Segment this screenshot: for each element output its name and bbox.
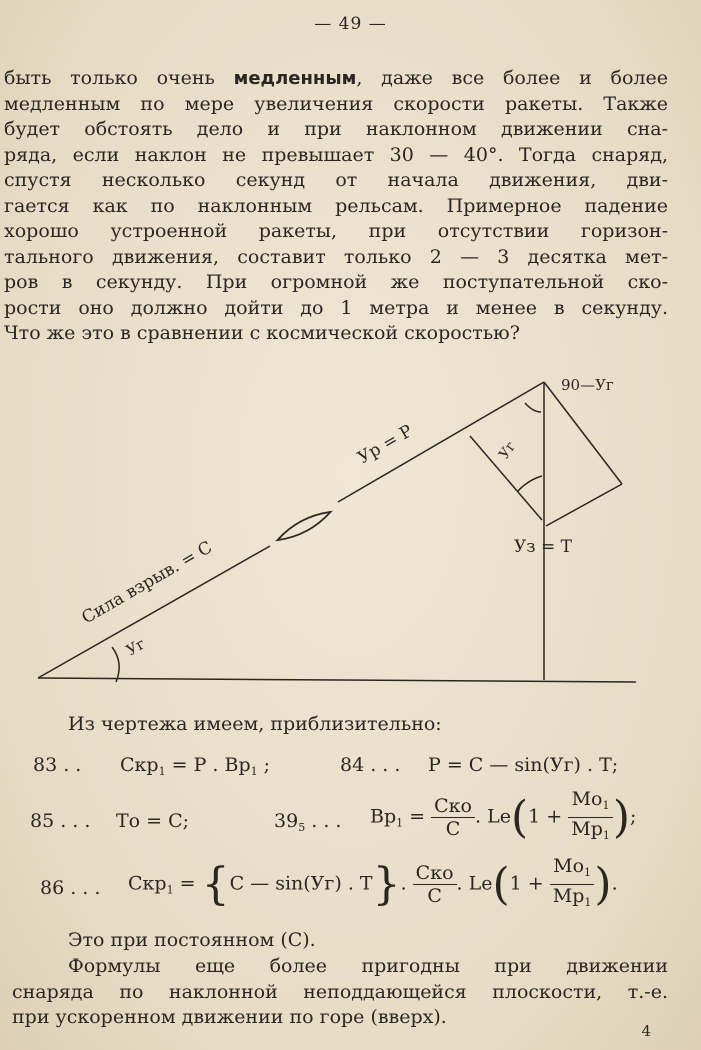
angle-arc-top [525, 403, 541, 412]
text-line: хорошо устроенной ракеты, при отсутствии горизон- [4, 220, 668, 242]
rocket-shape [275, 507, 333, 545]
text-line: быть только очень медленным, даже все более и более [4, 67, 668, 89]
label-gravity: Уз = Т [514, 537, 572, 557]
text-line: рости оно должно дойти до 1 метра и менее в секунду. [4, 296, 668, 319]
force-diagram [0, 360, 701, 700]
emphasis-word: медленным [233, 68, 357, 89]
fraction-sko-c: $\frac{\text{Ско}}{С}$ [431, 795, 475, 840]
ground-line [38, 678, 636, 682]
force-line [38, 546, 270, 678]
formula-39: $Вр_1$ = $\frac{\text{Ско}}{С}$ . Le(1 + $\frac{Мо_1}{Мр_1}$ ); [370, 788, 636, 847]
formula-86-number: 86 . . . [40, 877, 101, 899]
page-number: — 49 — [314, 14, 387, 34]
text-line: снаряда по наклонной неподдающейся плоскости, т.-е. [12, 980, 668, 1003]
text-line: будет обстоять дело и при наклонном движении сна- [4, 118, 668, 140]
fraction-mo-mp: $\frac{Мо_1}{Мр_1}$ [550, 855, 595, 914]
text-line: Что же это в сравнении с космической скоростью? [4, 322, 520, 344]
paragraph-closing [12, 954, 668, 1031]
text-line: спустя несколько секунд от начала движения, дви- [4, 169, 668, 191]
text-line: Формулы еще более пригодны при движении [68, 955, 668, 977]
label-90-minus-angle: 90—Уг [561, 376, 614, 394]
formula-84: Р = С — sin(Уг) . Т; [428, 754, 619, 776]
text-line: ров в секунду. При огромной же поступательной ско- [4, 271, 668, 293]
fraction-sko-c: $\frac{\text{Ско}}{С}$ [413, 862, 457, 907]
label-angle-mid: Уг [496, 438, 520, 463]
formula-85-number: 85 . . . [30, 810, 91, 832]
drawing-intro: Из чертежа имеем, приблизительно: [68, 713, 442, 735]
formula-83-number: 83 . . [33, 754, 82, 776]
label-angle-bottom: Уг [123, 634, 149, 660]
paragraph-main [4, 66, 668, 347]
fraction-mo-mp: $\frac{Мо_1}{Мр_1}$ [568, 788, 613, 847]
formula-85: То = С; [116, 810, 190, 832]
formula-39-number: $39_5$ . . . [274, 810, 342, 834]
diagonal-line [544, 382, 622, 484]
text-line: ряда, если наклон не превышает 30 — 40°. Тогда снаряд, [4, 143, 668, 166]
label-velocity: Ур = Р [354, 421, 417, 469]
angle-arc-mid [517, 476, 542, 492]
text-line: гается как по наклонным рельсам. Примерное падение [4, 194, 668, 217]
angle-arc-bottom [112, 647, 119, 682]
text-line: тального движения, составит только 2 — 3 десятка мет- [4, 245, 668, 268]
formula-84-number: 84 . . . [340, 754, 401, 776]
label-force: Сила взрыв. = С [78, 537, 216, 629]
perpendicular-line [546, 484, 622, 526]
formula-83: Скр$_1$ = Р . $Вр_1$ ; [120, 754, 271, 778]
signature-mark: 4 [641, 1022, 651, 1040]
formula-86: Скр$_1$ = {С — sin(Уг) . Т}. $\frac{\text{Ско}}{С}$ . Le(1 + $\frac{Мо_1}{Мр_1}$ ). [128, 855, 618, 914]
text-line: Это при постоянном (С). [68, 929, 316, 951]
text-line: медленным по мере увеличения скорости ракеты. Также [4, 92, 668, 115]
text-line: при ускоренном движении по горе (вверх). [12, 1006, 447, 1028]
